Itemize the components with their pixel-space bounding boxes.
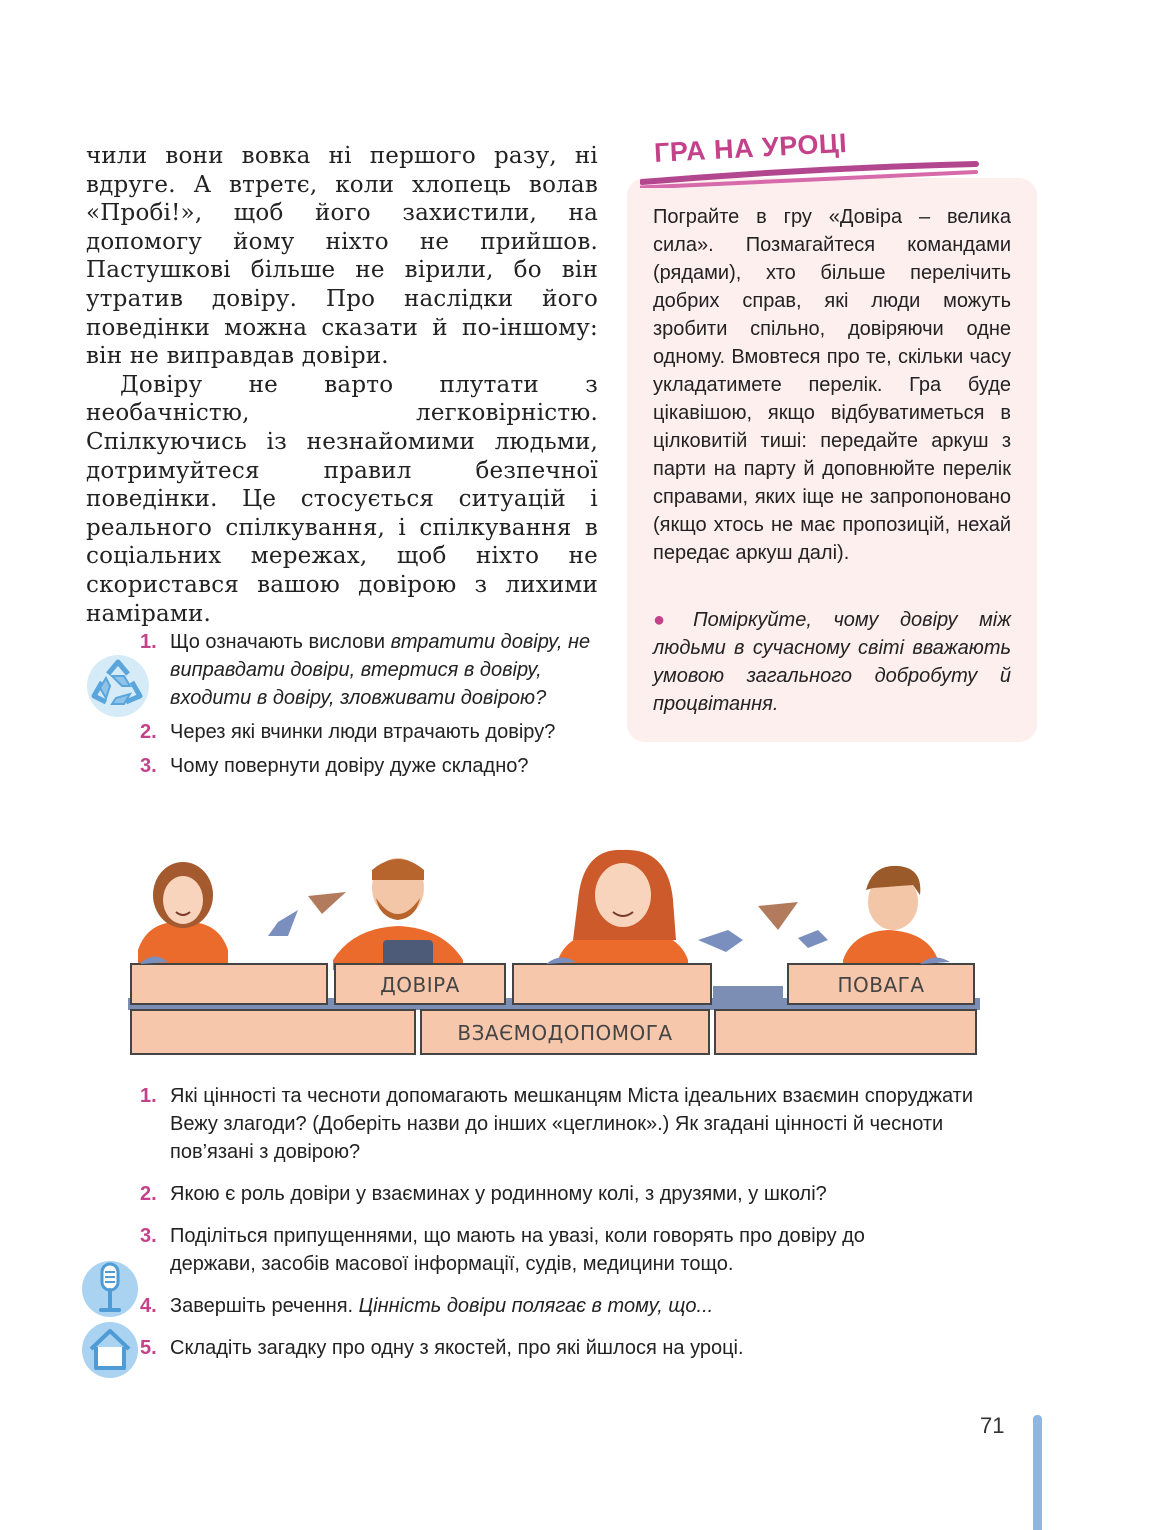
list-item: 3. Поділіться припущеннями, що мають на увазі, коли говорять про довіру до держави, засобів масової інформації, судів, медицини тощо. [170, 1222, 930, 1278]
page-edge-bar [1033, 1415, 1042, 1530]
brick-label-mutual-help: ВЗАЄМОДОПОМОГА [457, 1021, 673, 1045]
list-item: 2. Якою є роль довіри у взаєминах у родинному колі, з друзями, у школі? [170, 1180, 990, 1208]
question-number: 1. [140, 631, 157, 653]
question-number: 1. [140, 1085, 157, 1107]
brick-label-respect: ПОВАГА [837, 973, 925, 997]
house-icon [81, 1321, 139, 1379]
list-item: 1. Які цінності та чесноти допомагають мешканцям Міста ідеальних взаємин споруджати Вежу злагоди? (Доберіть назви до інших «цеглинок».) Як згадані цінності й чесноти пов’язані з довірою? [170, 1082, 990, 1166]
tower-illustration [128, 840, 980, 1060]
story-paragraph-2: Довіру не варто плутати з необачністю, легковірністю. Спілкуючись із незнайомими людьми, дотримуйтеся правил безпечної поведінки. Це стосується ситуацій і реального спілкування, і спілкування в соціальних мережах, щоб ніхто не скористався вашою довірою з лихими намірами. [86, 371, 598, 627]
list-item: 4. Завершіть речення. Цінність довіри полягає в тому, що... [170, 1292, 990, 1320]
game-text: Пограйте в гру «Довіра – велика сила». Позмагайтеся командами (рядами), хто більше перелічить добрих справ, які люди можуть зробити спільно, довіряючи одне одному. Вмовтеся про те, скільки часу укладатимете перелік. Гра буде цікавішою, якщо відбуватиметься в цілковитій тиші: передайте аркуш з парти на парту й доповнюйте перелік справами, яких іще не запропоновано (якщо хтось не має пропозицій, нехай передає аркуш далі). [653, 206, 1011, 564]
page-number: 71 [980, 1413, 1005, 1438]
question-number: 5. [140, 1337, 157, 1359]
woman-figure [558, 850, 743, 970]
story-text [86, 142, 598, 628]
brick-label-trust: ДОВІРА [380, 973, 460, 997]
question-number: 3. [140, 1225, 157, 1247]
top-questions [140, 628, 600, 786]
bullet-icon: ● [653, 609, 682, 631]
list-item: 2. Через які вчинки люди втрачають довіру? [170, 718, 600, 746]
list-item: 5. Складіть загадку про одну з якостей, про які йшлося на уроці. [170, 1334, 990, 1362]
story-paragraph-1: чили вони вовка ні першого разу, ні вдруге. А втретє, коли хлопець волав «Пробі!», щоб його захистили, на допомогу йому ніхто не прийшов. Пастушкові більше не вірили, бо він утратив довіру. Про наслідки його поведінки можна сказати й по-іншому: він не виправдав довіри. [86, 143, 598, 370]
girl-figure [138, 862, 346, 970]
microphone-icon [81, 1260, 139, 1318]
question-number: 3. [140, 755, 157, 777]
list-item: 3. Чому повернути довіру дуже складно? [170, 752, 600, 780]
game-reflect: ● Поміркуйте, чому довіру між людьми в сучасному світі вважають умовою загального добробуту й процвітання. [653, 609, 1011, 715]
question-number: 2. [140, 721, 157, 743]
list-item: 1. Що означають вислови втратити довіру, не виправдати довіри, втертися в довіру, входити в довіру, зловживати довірою? [170, 628, 600, 712]
game-title: ГРА НА УРОЦІ [653, 127, 848, 169]
boy-figure [758, 866, 938, 970]
bearded-man-figure [333, 858, 463, 970]
bottom-questions [140, 1082, 990, 1376]
question-number: 2. [140, 1183, 157, 1205]
question-number: 4. [140, 1295, 157, 1317]
recycle-icon [86, 654, 150, 718]
